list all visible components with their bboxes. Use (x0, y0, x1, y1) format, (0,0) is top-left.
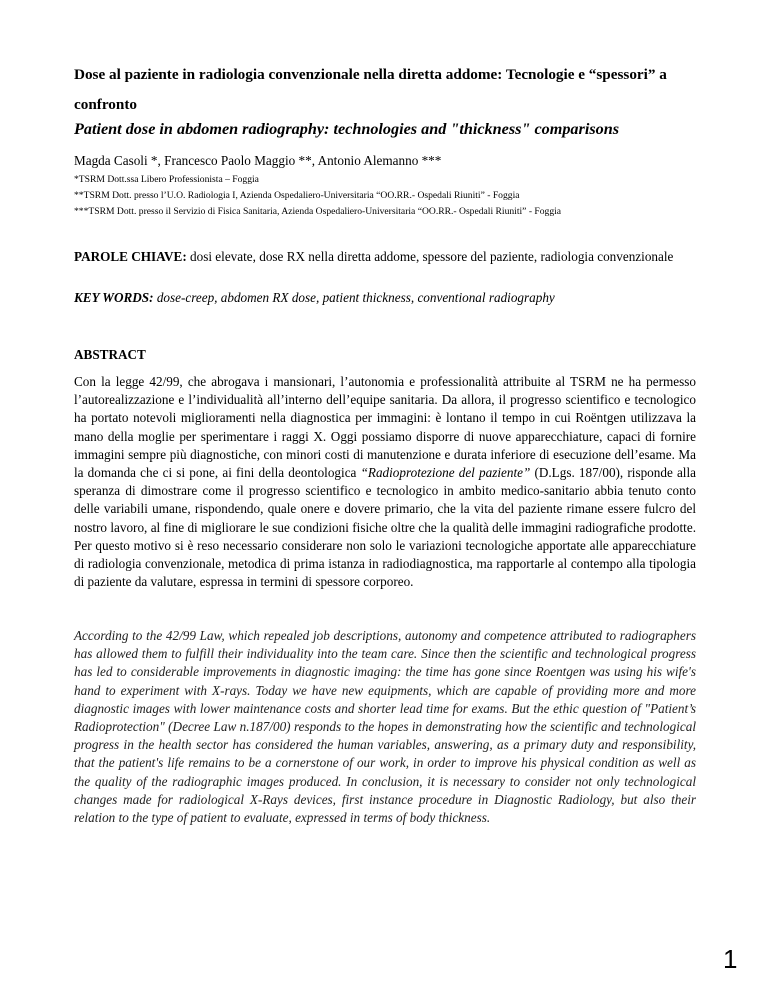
keywords-italian-label: PAROLE CHIAVE: (74, 249, 187, 264)
title-english: Patient dose in abdomen radiography: technologies and "thickness" comparisons (74, 120, 620, 138)
keywords-italian (74, 248, 696, 266)
abstract-italian-part1: Con la legge 42/99, che abrogava i mansionari, l’autonomia e professionalità attribuite al TSRM ne ha permesso l’autorealizzazione e l’individualità all’interno dell’equipe sanitaria. Da allora, il progresso scientifico e tecnologico ha portato notevoli miglioramenti nella diagnostica per immagini: è lontano il tempo in cui Roëntgen utilizzava la mano della moglie per sperimentare i raggi X. Oggi possiamo disporre di nuove apparecchiature, capaci di fornire immagini sempre più diagnostiche, con minori costi di manutenzione e durata inferiore di esecuzione dell’esame. Ma la domanda che ci si pone, ai fini della deontologica (74, 374, 696, 481)
keywords-italian-text: dosi elevate, dose RX nella diretta addome, spessore del paziente, radiologia convenzionale (186, 249, 674, 264)
keywords-english-label: KEY WORDS: (74, 290, 154, 305)
affiliation-1: *TSRM Dott.ssa Libero Professionista – Foggia (74, 174, 259, 185)
page-number: 1 (723, 944, 738, 974)
authors-line: Magda Casoli *, Francesco Paolo Maggio **, Antonio Alemanno *** (74, 153, 442, 168)
keywords-english (74, 289, 714, 307)
abstract-italian-emphasis: “Radioprotezione del paziente” (360, 465, 531, 481)
abstract-italian (74, 373, 696, 591)
affiliation-2: **TSRM Dott. presso l’U.O. Radiologia I, Azienda Ospedaliero-Universitaria “OO.RR.- Ospedali Riuniti” - Foggia (74, 190, 520, 201)
affiliation-3: ***TSRM Dott. presso il Servizio di Fisica Sanitaria, Azienda Ospedaliero-Universitaria “OO.RR.- Ospedali Riuniti” - Foggia (74, 206, 562, 217)
abstract-heading: ABSTRACT (74, 347, 146, 362)
title-italian: Dose al paziente in radiologia convenzionale nella diretta addome: Tecnologie e “spessori” a confronto (74, 66, 667, 113)
abstract-english: According to the 42/99 Law, which repealed job descriptions, autonomy and competence attributed to radiographers has allowed them to fulfill their individuality into the team care. Since then the scientific and technological progress has led to considerable improvements in diagnostic imaging: the time has gone since Roentgen was using his wife's hand to experiment with X-rays. Today we have new equipments, which are capable of providing more and more diagnostic images with lower maintenance costs and shorter lead time for exams. But the ethic question of "Patient’s Radioprotection" (Decree Law n.187/00) responds to the hopes in demonstrating how the scientific and technological progress in the health sector has considered the human variables, answering, as a primary duty and responsibility, that the patient's life remains to be a cornerstone of our work, in order to improve his physical condition as well as the quality of the radiographic images produced. In conclusion, it is necessary to consider not only technological changes made for radiological X-Rays devices, first instance procedure in Diagnostic Radiology, but also their relation to the type of patient to evaluate, expressed in terms of body thickness. (74, 628, 696, 826)
abstract-italian-part2: (D.Lgs. 187/00), risponde alla speranza di dimostrare come il progresso scientifico e tecnologico in ambito medico-sanitario abbia tenuto conto delle variabili umane, rispondendo, quale onere e dovere primario, che la vita del paziente rimane essere fulcro del nostro lavoro, al fine di migliorare le sue condizioni fisiche oltre che la qualità delle immagini radiografiche prodotte. Per questo motivo si è reso necessario considerare non solo le variazioni tecnologiche apportate alle apparecchiature di radiologia convenzionale, metodica di prima istanza in radiodiagnostica, ma rapportarle al contempo alla tipologia di paziente da valutare, espressa in termini di spessore corporeo. (74, 465, 696, 590)
keywords-english-text: dose-creep, abdomen RX dose, patient thickness, conventional radiography (153, 290, 555, 305)
